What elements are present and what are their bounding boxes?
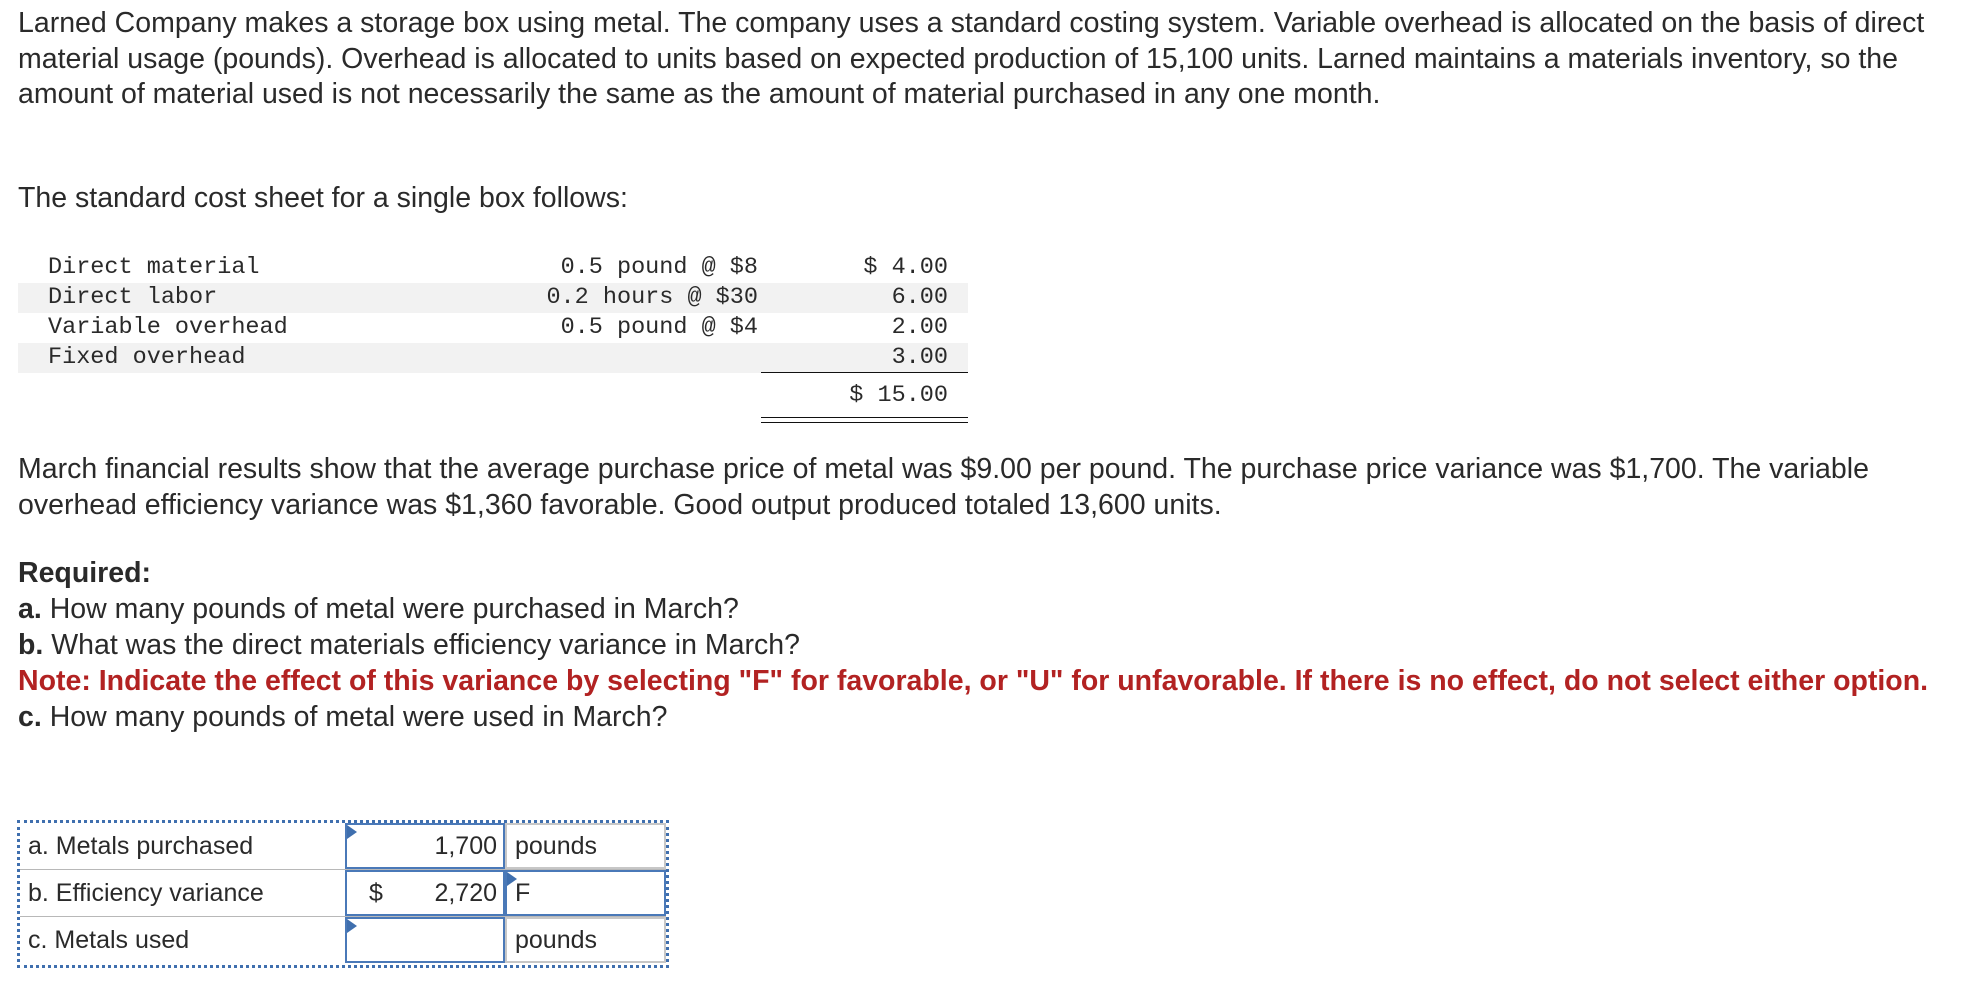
cost-detail: 0.5 pound @ $8: [560, 254, 758, 281]
answer-row-metals-purchased: [20, 823, 666, 870]
metals-purchased-input[interactable]: [345, 823, 505, 869]
cost-total: $ 15.00: [849, 382, 948, 409]
march-results: March financial results show that the average purchase price of metal was $9.00 per pound. The purchase price variance was $1,700. The variable overhead efficiency variance was $1,360 favorable. Good output produced totaled 13,600 units.: [18, 453, 1869, 521]
answer-row-metals-used: [20, 917, 666, 963]
question-letter: a.: [18, 593, 42, 625]
required-heading: Required:: [18, 557, 152, 589]
question-c: [18, 699, 1938, 735]
metals-used-input[interactable]: [345, 917, 505, 963]
question-b: [18, 627, 1938, 663]
answer-label: b. Efficiency variance: [28, 879, 264, 907]
question-text: What was the direct materials efficiency variance in March?: [43, 629, 800, 661]
problem-intro: Larned Company makes a storage box using metal. The company uses a standard costing system. Variable overhead is allocated on the basis of direct material usage (pounds). Overhead is allocated to units based on expected production of 15,100 units. Larned maintains a materials inventory, so the amount of material used is not necessarily the same as the amount of material purchased in any one month.: [18, 7, 1925, 110]
answer-label: c. Metals used: [28, 926, 190, 954]
answer-value: 1,700: [434, 832, 497, 860]
cost-item: Direct labor: [48, 284, 218, 311]
input-indicator-icon: [347, 825, 357, 839]
selected-effect: F: [515, 879, 531, 907]
currency-prefix: $: [369, 879, 383, 907]
cost-row-direct-material: [18, 253, 968, 283]
cost-amount: $ 4.00: [863, 254, 948, 281]
answer-table: [20, 823, 666, 965]
cost-detail: 0.2 hours @ $30: [546, 284, 758, 311]
cost-sheet-intro: The standard cost sheet for a single box follows:: [18, 182, 628, 214]
required-section: [18, 555, 1938, 735]
cost-amount: 3.00: [891, 344, 948, 371]
variance-effect-select[interactable]: [505, 870, 666, 916]
efficiency-variance-input[interactable]: [345, 870, 505, 916]
unit-cell: [505, 823, 666, 869]
variance-note: Note: Indicate the effect of this variance by selecting "F" for favorable, or "U" for unfavorable. If there is no effect, do not select either option.: [18, 665, 1929, 697]
cost-row-fixed-overhead: [18, 343, 968, 373]
question-a: [18, 591, 1938, 627]
unit-cell: [505, 917, 666, 963]
total-double-rule: [761, 417, 968, 423]
cost-detail: 0.5 pound @ $4: [560, 314, 758, 341]
unit-label: pounds: [515, 926, 598, 954]
question-letter: c.: [18, 701, 42, 733]
question-text: How many pounds of metal were used in March?: [41, 701, 668, 733]
cost-row-variable-overhead: [18, 313, 968, 343]
cost-amount: 6.00: [891, 284, 948, 311]
answer-label: a. Metals purchased: [28, 832, 254, 860]
answer-row-efficiency-variance: [20, 870, 666, 917]
input-indicator-icon: [347, 919, 357, 933]
cost-item: Variable overhead: [48, 314, 288, 341]
cost-amount: 2.00: [891, 314, 948, 341]
answer-value: 2,720: [434, 879, 497, 907]
cost-row-direct-labor: [18, 283, 968, 313]
subtotal-rule: [761, 372, 968, 373]
cost-item: Direct material: [48, 254, 260, 281]
cost-item: Fixed overhead: [48, 344, 246, 371]
unit-label: pounds: [515, 832, 598, 860]
question-text: How many pounds of metal were purchased in March?: [41, 593, 739, 625]
question-letter: b.: [18, 629, 44, 661]
